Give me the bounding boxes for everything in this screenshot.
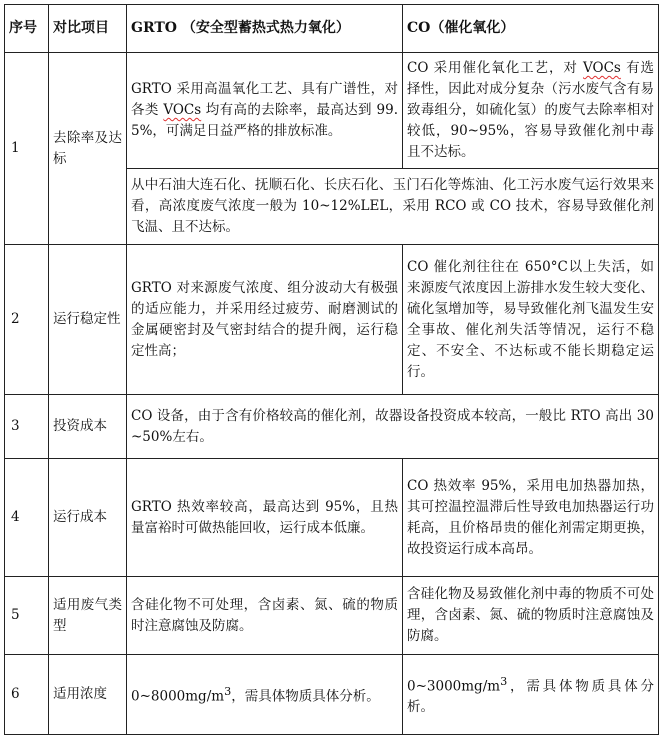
grto-cell: [127, 53, 403, 169]
text: ，需具体物质具体分析。: [407, 678, 654, 716]
row-item: 去除率及达标: [49, 53, 127, 245]
grto-cell: 含硅化物不可处理，含卤素、氮、硫的物质时注意腐蚀及防腐。: [127, 577, 403, 655]
table-row: [5, 245, 659, 395]
row-number: 2: [5, 245, 49, 395]
table-row: [5, 655, 659, 735]
shared-cell: 从中石油大连石化、抚顺石化、长庆石化、玉门石化等炼油、化工污水废气运行效果来看，高浓度废气浓度一般为 10~12%LEL，采用 RCO 或 CO 技术，容易导致催化剂飞温、且不达标。: [127, 169, 659, 245]
co-cell: [403, 655, 659, 735]
table-row: [5, 577, 659, 655]
row-item: 投资成本: [49, 395, 127, 459]
superscript: 3: [500, 674, 508, 688]
text: 均有高的去除率，最高达到 99.5%，可满足日益严格的排放标准。: [131, 102, 398, 139]
grto-cell: GRTO 热效率较高，最高达到 95%，且热量富裕时可做热能回收，运行成本低廉。: [127, 459, 403, 577]
row-item: 适用浓度: [49, 655, 127, 735]
grto-cell: [127, 655, 403, 735]
header-row: [5, 5, 659, 53]
header-item: 对比项目: [49, 5, 127, 53]
vocs-term: VOCs: [163, 102, 202, 118]
vocs-term: VOCs: [583, 60, 621, 76]
row-number: 5: [5, 577, 49, 655]
row-number: 1: [5, 53, 49, 245]
row-item: 运行成本: [49, 459, 127, 577]
co-cell: CO 催化剂往往在 650°C以上失活，如来源废气浓度因上游排水发生较大变化、硫化氢增加等，易导致催化剂飞温发生安全事故、催化剂失活等情况，运行不稳定、不安全、不达标或不能长期稳定运行。: [403, 245, 659, 395]
row-item: 运行稳定性: [49, 245, 127, 395]
table-row: [5, 53, 659, 169]
table-row: [5, 395, 659, 459]
header-co: CO（催化氧化）: [403, 5, 659, 53]
text: ，需具体物质具体分析。: [231, 688, 380, 705]
grto-cell: GRTO 对来源废气浓度、组分波动大有极强的适应能力，并采用经过疲劳、耐磨测试的金属硬密封及气密封结合的提升阀，运行稳定性高；: [127, 245, 403, 395]
co-cell: CO 热效率 95%，采用电加热器加热，其可控温控温滞后性导致电加热器运行功耗高，且价格昂贵的催化剂需定期更换，故投资运行成本高昂。: [403, 459, 659, 577]
co-cell: [403, 53, 659, 169]
row-number: 4: [5, 459, 49, 577]
row-item: 适用废气类型: [49, 577, 127, 655]
table-row: [5, 459, 659, 577]
text: 有选择性，因此对成分复杂（污水废气含有易致毒组分，如硫化氢）的废气去除率相对较低，90~95%，容易导致催化剂中毒且不达标。: [407, 60, 654, 160]
row-number: 6: [5, 655, 49, 735]
row-number: 3: [5, 395, 49, 459]
header-grto: GRTO （安全型蓄热式热力氧化）: [127, 5, 403, 53]
text: 0~3000mg/m: [407, 678, 501, 695]
shared-cell: CO 设备，由于含有价格较高的催化剂，故器设备投资成本较高，一般比 RTO 高出 30~50%左右。: [127, 395, 659, 459]
text: GRTO 采用高温氧化工艺、具有广谱性，对各类: [131, 81, 398, 118]
text: 0~8000mg/m: [131, 688, 225, 705]
header-no: 序号: [5, 5, 49, 53]
text: CO 采用催化氧化工艺，对: [407, 60, 584, 76]
co-cell: 含硅化物及易致催化剂中毒的物质不可处理，含卤素、氮、硫的物质时注意腐蚀及防腐。: [403, 577, 659, 655]
superscript: 3: [224, 685, 232, 699]
comparison-table: [4, 4, 659, 735]
